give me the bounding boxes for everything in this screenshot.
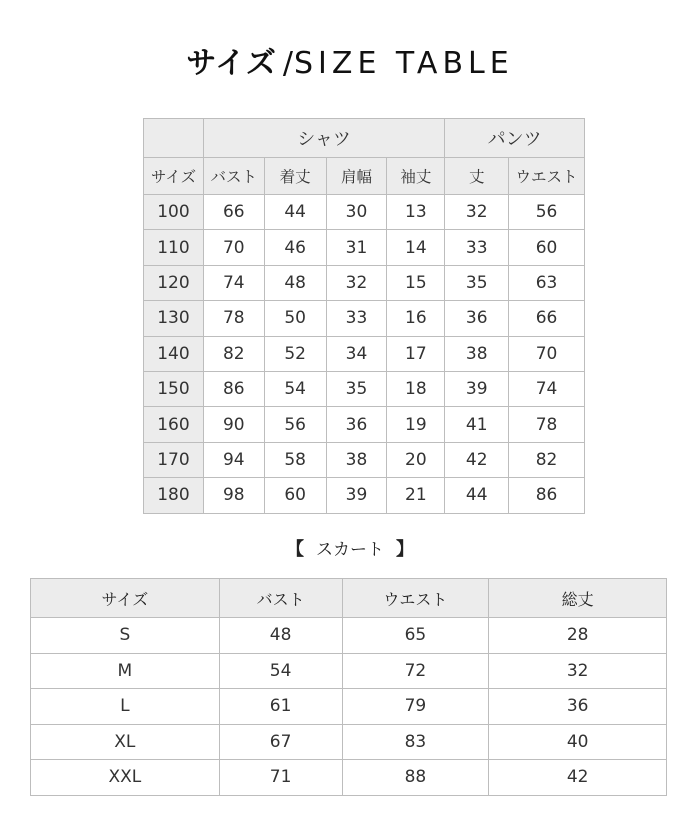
value-cell: 52	[264, 336, 326, 371]
column-header: 肩幅	[326, 158, 387, 195]
value-cell: 48	[264, 265, 326, 300]
value-cell: 78	[203, 301, 264, 336]
size-cell: M	[31, 653, 220, 689]
value-cell: 21	[387, 478, 445, 513]
value-cell: 66	[203, 195, 264, 230]
value-cell: 32	[489, 653, 667, 689]
table-row	[144, 371, 585, 406]
value-cell: 38	[326, 442, 387, 477]
value-cell: 42	[489, 760, 667, 796]
size-cell: L	[31, 689, 220, 725]
table-row	[144, 230, 585, 265]
value-cell: 88	[342, 760, 489, 796]
value-cell: 38	[445, 336, 509, 371]
column-header: 丈	[445, 158, 509, 195]
table-row	[144, 478, 585, 513]
value-cell: 48	[219, 618, 342, 654]
value-cell: 72	[342, 653, 489, 689]
column-header-row	[144, 158, 585, 195]
value-cell: 61	[219, 689, 342, 725]
value-cell: 65	[342, 618, 489, 654]
value-cell: 79	[342, 689, 489, 725]
table-row	[144, 265, 585, 300]
value-cell: 98	[203, 478, 264, 513]
value-cell: 33	[326, 301, 387, 336]
value-cell: 60	[509, 230, 585, 265]
column-header: 袖丈	[387, 158, 445, 195]
value-cell: 13	[387, 195, 445, 230]
value-cell: 86	[203, 371, 264, 406]
value-cell: 30	[326, 195, 387, 230]
size-cell: 120	[144, 265, 204, 300]
value-cell: 83	[342, 724, 489, 760]
value-cell: 39	[445, 371, 509, 406]
table-row	[144, 195, 585, 230]
value-cell: 36	[445, 301, 509, 336]
value-cell: 16	[387, 301, 445, 336]
value-cell: 15	[387, 265, 445, 300]
right-bracket: 】	[396, 539, 414, 560]
value-cell: 67	[219, 724, 342, 760]
value-cell: 20	[387, 442, 445, 477]
size-cell: 170	[144, 442, 204, 477]
value-cell: 90	[203, 407, 264, 442]
value-cell: 35	[445, 265, 509, 300]
column-header: ウエスト	[509, 158, 585, 195]
value-cell: 41	[445, 407, 509, 442]
table-row	[144, 301, 585, 336]
size-cell: 100	[144, 195, 204, 230]
skirt-caption-label: スカート	[316, 540, 384, 560]
column-header: ウエスト	[342, 579, 489, 618]
size-cell: XXL	[31, 760, 220, 796]
value-cell: 82	[203, 336, 264, 371]
value-cell: 66	[509, 301, 585, 336]
size-cell: 140	[144, 336, 204, 371]
value-cell: 42	[445, 442, 509, 477]
group-header-shirt: シャツ	[203, 119, 444, 158]
value-cell: 32	[326, 265, 387, 300]
column-header-row	[31, 579, 667, 618]
value-cell: 58	[264, 442, 326, 477]
table-row	[144, 442, 585, 477]
skirt-caption	[0, 535, 700, 561]
value-cell: 94	[203, 442, 264, 477]
value-cell: 36	[326, 407, 387, 442]
group-header-pants: パンツ	[445, 119, 585, 158]
shirt-pants-size-table	[143, 118, 585, 514]
value-cell: 33	[445, 230, 509, 265]
table-row	[31, 689, 667, 725]
column-header: バスト	[203, 158, 264, 195]
value-cell: 78	[509, 407, 585, 442]
size-cell: 180	[144, 478, 204, 513]
value-cell: 82	[509, 442, 585, 477]
title-en: SIZE TABLE	[294, 46, 514, 81]
size-cell: 160	[144, 407, 204, 442]
value-cell: 31	[326, 230, 387, 265]
value-cell: 70	[203, 230, 264, 265]
value-cell: 50	[264, 301, 326, 336]
value-cell: 17	[387, 336, 445, 371]
value-cell: 28	[489, 618, 667, 654]
table-row	[31, 618, 667, 654]
table-row	[144, 407, 585, 442]
page-title	[0, 38, 700, 82]
value-cell: 86	[509, 478, 585, 513]
value-cell: 34	[326, 336, 387, 371]
value-cell: 74	[509, 371, 585, 406]
column-header: バスト	[219, 579, 342, 618]
table-row	[31, 653, 667, 689]
title-jp: サイズ	[186, 46, 277, 81]
size-cell: 110	[144, 230, 204, 265]
value-cell: 54	[264, 371, 326, 406]
value-cell: 54	[219, 653, 342, 689]
value-cell: 14	[387, 230, 445, 265]
table-row	[31, 760, 667, 796]
value-cell: 46	[264, 230, 326, 265]
value-cell: 19	[387, 407, 445, 442]
value-cell: 71	[219, 760, 342, 796]
value-cell: 35	[326, 371, 387, 406]
skirt-size-table	[30, 578, 667, 796]
value-cell: 36	[489, 689, 667, 725]
skirt-table-body	[31, 618, 667, 796]
column-header: 総丈	[489, 579, 667, 618]
value-cell: 56	[264, 407, 326, 442]
value-cell: 40	[489, 724, 667, 760]
value-cell: 44	[445, 478, 509, 513]
table-row	[31, 724, 667, 760]
value-cell: 63	[509, 265, 585, 300]
value-cell: 56	[509, 195, 585, 230]
group-header-row	[144, 119, 585, 158]
size-cell: 150	[144, 371, 204, 406]
value-cell: 70	[509, 336, 585, 371]
size-cell: 130	[144, 301, 204, 336]
corner-cell	[144, 119, 204, 158]
value-cell: 44	[264, 195, 326, 230]
size-cell: S	[31, 618, 220, 654]
left-bracket: 【	[286, 539, 304, 560]
column-header: サイズ	[31, 579, 220, 618]
value-cell: 74	[203, 265, 264, 300]
title-separator: /	[282, 46, 294, 81]
shirt-table-body	[144, 195, 585, 514]
column-header: サイズ	[144, 158, 204, 195]
column-header: 着丈	[264, 158, 326, 195]
value-cell: 39	[326, 478, 387, 513]
size-cell: XL	[31, 724, 220, 760]
value-cell: 32	[445, 195, 509, 230]
value-cell: 60	[264, 478, 326, 513]
value-cell: 18	[387, 371, 445, 406]
table-row	[144, 336, 585, 371]
